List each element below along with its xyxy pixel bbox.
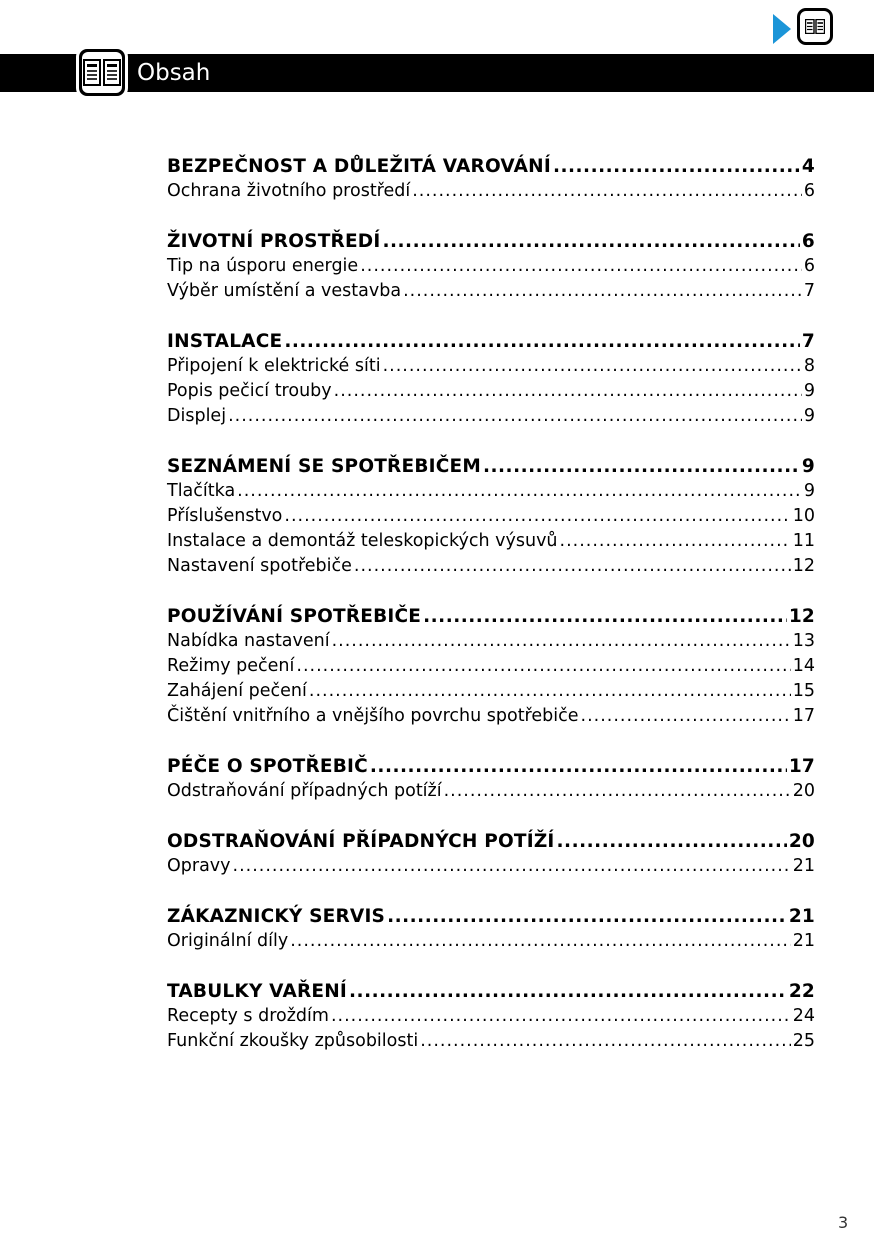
toc-entry-title: Připojení k elektrické síti: [167, 356, 381, 376]
dot-leader: [332, 629, 791, 654]
toc-heading-page: 9: [801, 456, 815, 477]
toc-section: [167, 229, 815, 304]
toc-heading-title: ŽIVOTNÍ PROSTŘEDÍ: [167, 231, 381, 252]
toc-entry-title: Tip na úsporu energie: [167, 256, 359, 276]
page-number: 3: [838, 1213, 849, 1232]
toc-entry-title: Instalace a demontáž teleskopických výsuvů: [167, 531, 558, 551]
header-bar: [0, 54, 874, 92]
dot-leader: [560, 529, 791, 554]
toc-section: [167, 979, 815, 1054]
toc-heading-page: 21: [788, 906, 815, 927]
toc-entry-title: Zahájení pečení: [167, 681, 307, 701]
dot-leader: [233, 854, 791, 879]
toc-heading[interactable]: [167, 229, 815, 254]
toc-heading[interactable]: [167, 979, 815, 1004]
toc-section: [167, 604, 815, 729]
toc-heading-title: ODSTRAŇOVÁNÍ PŘÍPADNÝCH POTÍŽÍ: [167, 831, 555, 852]
toc-entry[interactable]: [167, 504, 815, 529]
toc-heading[interactable]: [167, 604, 815, 629]
toc-entry[interactable]: [167, 679, 815, 704]
toc-entry[interactable]: [167, 479, 815, 504]
toc-entry-page: 9: [803, 406, 815, 426]
header-book-icon: [76, 46, 128, 99]
toc-heading-title: BEZPEČNOST A DŮLEŽITÁ VAROVÁNÍ: [167, 156, 551, 177]
next-page-arrow-icon[interactable]: [773, 14, 791, 44]
toc-heading-title: INSTALACE: [167, 331, 283, 352]
dot-leader: [360, 254, 802, 279]
toc-entry-title: Funkční zkoušky způsobilosti: [167, 1031, 419, 1051]
toc-heading-page: 20: [788, 831, 815, 852]
toc-entry[interactable]: [167, 404, 815, 429]
toc-heading[interactable]: [167, 454, 815, 479]
toc-entry-title: Čištění vnitřního a vnějšího povrchu spotřebiče: [167, 706, 579, 726]
toc-entry-title: Displej: [167, 406, 227, 426]
toc-entry[interactable]: [167, 654, 815, 679]
toc-entry-page: 17: [792, 706, 815, 726]
toc-heading-title: ZÁKAZNICKÝ SERVIS: [167, 906, 386, 927]
toc-entry[interactable]: [167, 254, 815, 279]
toc-heading[interactable]: [167, 754, 815, 779]
dot-leader: [553, 154, 800, 179]
toc-section: [167, 904, 815, 954]
dot-leader: [370, 754, 787, 779]
toc-entry[interactable]: [167, 354, 815, 379]
toc-entry-page: 9: [803, 481, 815, 501]
toc-entry-page: 8: [803, 356, 815, 376]
toc-entry-title: Odstraňování případných potíží: [167, 781, 442, 801]
toc-entry-page: 20: [792, 781, 815, 801]
dot-leader: [284, 504, 790, 529]
toc-entry-title: Nabídka nastavení: [167, 631, 330, 651]
toc-section: [167, 829, 815, 879]
toc-heading-page: 7: [801, 331, 815, 352]
toc-entry-page: 6: [803, 181, 815, 201]
toc-section: [167, 754, 815, 804]
toc-entry[interactable]: [167, 529, 815, 554]
toc-entry-page: 15: [792, 681, 815, 701]
toc-entry-title: Nastavení spotřebiče: [167, 556, 352, 576]
toc-heading-page: 12: [788, 606, 815, 627]
toc-entry-page: 12: [792, 556, 815, 576]
toc-entry[interactable]: [167, 629, 815, 654]
dot-leader: [331, 1004, 791, 1029]
toc-entry-page: 10: [792, 506, 815, 526]
toc-entry-title: Originální díly: [167, 931, 289, 951]
toc-heading[interactable]: [167, 329, 815, 354]
toc-entry-page: 24: [792, 1006, 815, 1026]
page-title: Obsah: [137, 60, 211, 86]
dot-leader: [483, 454, 800, 479]
toc-heading-title: SEZNÁMENÍ SE SPOTŘEBIČEM: [167, 456, 481, 477]
toc-entry-page: 13: [792, 631, 815, 651]
toc-entry[interactable]: [167, 379, 815, 404]
toc-entry-title: Popis pečicí trouby: [167, 381, 332, 401]
toc-entry-page: 7: [803, 281, 815, 301]
dot-leader: [309, 679, 791, 704]
toc-entry-title: Opravy: [167, 856, 231, 876]
dot-leader: [387, 904, 787, 929]
toc-entry[interactable]: [167, 1029, 815, 1054]
toc-heading-page: 6: [801, 231, 815, 252]
toc-heading-title: TABULKY VAŘENÍ: [167, 981, 348, 1002]
toc-entry-title: Ochrana životního prostředí: [167, 181, 411, 201]
toc-heading-page: 22: [788, 981, 815, 1002]
toc-entry[interactable]: [167, 704, 815, 729]
dot-leader: [228, 404, 802, 429]
toc-heading-page: 17: [788, 756, 815, 777]
dot-leader: [383, 354, 802, 379]
toc-heading-title: PÉČE O SPOTŘEBIČ: [167, 756, 368, 777]
toc-section: [167, 329, 815, 429]
toc-entry-page: 21: [792, 856, 815, 876]
toc-entry[interactable]: [167, 1004, 815, 1029]
dot-leader: [284, 329, 800, 354]
toc-heading[interactable]: [167, 829, 815, 854]
toc-entry[interactable]: [167, 854, 815, 879]
dot-leader: [349, 979, 787, 1004]
toc-section: [167, 454, 815, 579]
dot-leader: [334, 379, 802, 404]
toc-entry[interactable]: [167, 554, 815, 579]
toc-entry-title: Tlačítka: [167, 481, 236, 501]
dot-leader: [237, 479, 802, 504]
dot-leader: [290, 929, 791, 954]
toc-entry-page: 6: [803, 256, 815, 276]
dot-leader: [581, 704, 791, 729]
dot-leader: [403, 279, 802, 304]
dot-leader: [423, 604, 787, 629]
toc-entry-page: 9: [803, 381, 815, 401]
toc-entry[interactable]: [167, 779, 815, 804]
toc-entry-page: 14: [792, 656, 815, 676]
toc-heading-title: POUŽÍVÁNÍ SPOTŘEBIČE: [167, 606, 422, 627]
toc-entry-title: Recepty s droždím: [167, 1006, 329, 1026]
dot-leader: [296, 654, 790, 679]
toc-entry-title: Výběr umístění a vestavba: [167, 281, 402, 301]
toc-heading[interactable]: [167, 154, 815, 179]
toc-entry[interactable]: [167, 279, 815, 304]
dot-leader: [557, 829, 787, 854]
toc-section: [167, 154, 815, 204]
dot-leader: [412, 179, 802, 204]
toc-heading[interactable]: [167, 904, 815, 929]
dot-leader: [382, 229, 799, 254]
toc-heading-page: 4: [801, 156, 815, 177]
toc-entry[interactable]: [167, 179, 815, 204]
dot-leader: [354, 554, 791, 579]
dot-leader: [444, 779, 791, 804]
table-of-contents: [167, 154, 815, 1079]
toc-entry-title: Režimy pečení: [167, 656, 295, 676]
toc-entry-page: 25: [792, 1031, 815, 1051]
dot-leader: [420, 1029, 791, 1054]
toc-entry-title: Příslušenstvo: [167, 506, 283, 526]
toc-entry[interactable]: [167, 929, 815, 954]
toc-book-icon[interactable]: [797, 8, 833, 45]
toc-entry-page: 21: [792, 931, 815, 951]
toc-entry-page: 11: [792, 531, 815, 551]
